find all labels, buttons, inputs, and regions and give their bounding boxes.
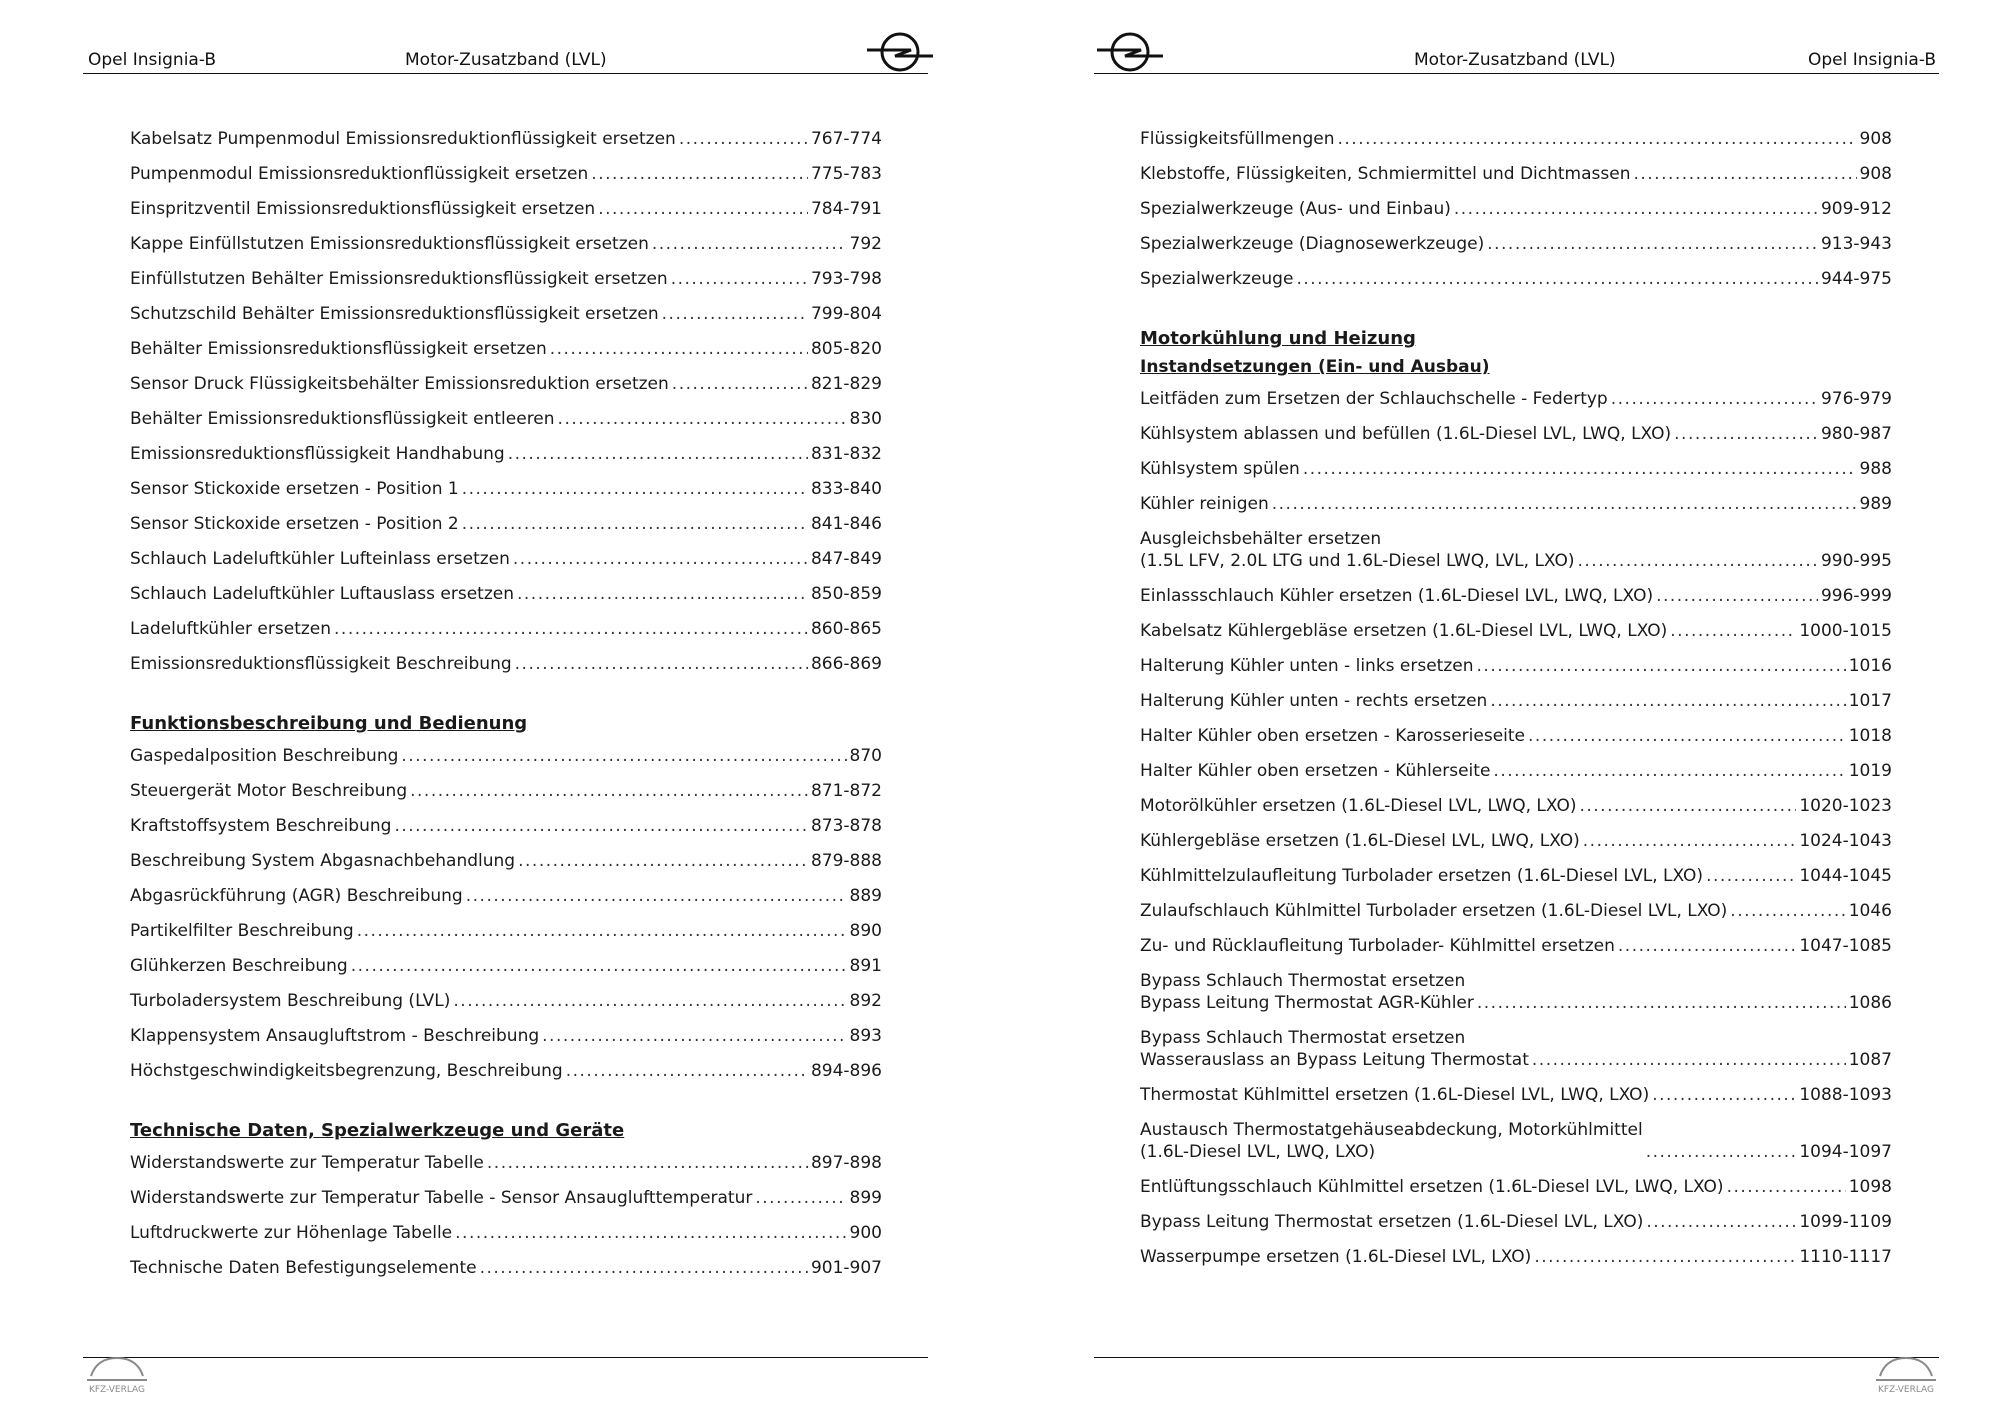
toc-entry-page: 976-979 bbox=[1820, 389, 1892, 409]
toc-entry[interactable] bbox=[130, 990, 882, 1012]
toc-entry[interactable] bbox=[1140, 163, 1892, 185]
toc-entry[interactable] bbox=[130, 513, 882, 535]
toc-entry[interactable] bbox=[130, 163, 882, 185]
dot-leader bbox=[1706, 865, 1796, 887]
toc-entry-title: Einfüllstutzen Behälter Emissionsreduktionsflüssigkeit ersetzen bbox=[130, 269, 668, 289]
header-vehicle: Opel Insignia-B bbox=[88, 50, 217, 70]
dot-leader bbox=[462, 478, 808, 500]
header-vehicle: Opel Insignia-B bbox=[1808, 50, 1937, 70]
toc-entry-page: 890 bbox=[849, 921, 882, 941]
toc-entry-title-line: (1.6L-Diesel LVL, LWQ, LXO) bbox=[1140, 1142, 1376, 1162]
toc-entry-page: 1047-1085 bbox=[1799, 936, 1892, 956]
toc-entry-title: Beschreibung System Abgasnachbehandlung bbox=[130, 851, 516, 871]
kfz-verlag-logo-icon bbox=[1872, 1350, 1940, 1398]
toc-entry-page: 775-783 bbox=[810, 164, 882, 184]
toc-entry[interactable] bbox=[1140, 388, 1892, 410]
dot-leader bbox=[672, 373, 808, 395]
toc-entry-title: Kraftstoffsystem Beschreibung bbox=[130, 816, 392, 836]
toc-entry-page: 944-975 bbox=[1820, 269, 1892, 289]
opel-logo-icon bbox=[1095, 28, 1165, 76]
toc-entry-page: 1088-1093 bbox=[1799, 1085, 1892, 1105]
toc-entry[interactable] bbox=[130, 920, 882, 942]
toc-entry-page: 893 bbox=[849, 1026, 882, 1046]
dot-leader bbox=[1730, 900, 1845, 922]
dot-leader bbox=[466, 885, 847, 907]
toc-entry-page: 899 bbox=[849, 1188, 882, 1208]
toc-entry[interactable] bbox=[1140, 458, 1892, 480]
header-rule bbox=[83, 73, 928, 74]
dot-leader bbox=[591, 163, 808, 185]
toc-entry[interactable] bbox=[130, 583, 882, 605]
toc-entry-page: 1086 bbox=[1848, 993, 1892, 1013]
dot-leader bbox=[487, 1152, 808, 1174]
svg-text:KFZ-VERLAG: KFZ-VERLAG bbox=[88, 1385, 146, 1395]
toc-entry-title bbox=[1140, 528, 1575, 572]
toc-entry[interactable] bbox=[130, 548, 882, 570]
toc-entry-page: 873-878 bbox=[810, 816, 882, 836]
toc-entry-page: 900 bbox=[849, 1223, 882, 1243]
dot-leader bbox=[453, 990, 846, 1012]
toc-entry-title: Halter Kühler oben ersetzen - Kühlerseite bbox=[1140, 761, 1491, 781]
toc-group bbox=[130, 745, 882, 1082]
toc-entry-title: Wasserpumpe ersetzen (1.6L-Diesel LVL, LXO) bbox=[1140, 1247, 1532, 1267]
toc-entry-title: Kühlsystem ablassen und befüllen (1.6L-Diesel LVL, LWQ, LXO) bbox=[1140, 424, 1672, 444]
toc-entry-page: 799-804 bbox=[810, 304, 882, 324]
toc-entry[interactable] bbox=[1140, 1084, 1892, 1106]
toc-entry-page: 908 bbox=[1859, 164, 1892, 184]
toc-entry-title: Entlüftungsschlauch Kühlmittel ersetzen (1.6L-Diesel LVL, LWQ, LXO) bbox=[1140, 1177, 1724, 1197]
toc-entry-page: 1017 bbox=[1848, 691, 1892, 711]
toc-entry-page: 889 bbox=[849, 886, 882, 906]
toc-entry-title: Partikelfilter Beschreibung bbox=[130, 921, 354, 941]
toc-entry[interactable] bbox=[130, 1257, 882, 1279]
toc-entry[interactable] bbox=[1140, 128, 1892, 150]
dot-leader bbox=[351, 955, 847, 977]
toc-entry-page: 841-846 bbox=[810, 514, 882, 534]
toc-entry[interactable] bbox=[1140, 493, 1892, 515]
dot-leader bbox=[1646, 1211, 1796, 1233]
toc-entry-title: Steuergerät Motor Beschreibung bbox=[130, 781, 408, 801]
toc-entry[interactable] bbox=[1140, 900, 1892, 922]
subsection-heading: Instandsetzungen (Ein- und Ausbau) bbox=[1140, 357, 1490, 377]
toc-entry-page: 990-995 bbox=[1820, 551, 1892, 571]
toc-entry-title: Einlassschlauch Kühler ersetzen (1.6L-Diesel LVL, LWQ, LXO) bbox=[1140, 586, 1654, 606]
toc-entry-title: Kappe Einfüllstutzen Emissionsreduktionsflüssigkeit ersetzen bbox=[130, 234, 649, 254]
dot-leader bbox=[462, 513, 808, 535]
toc-entry-page: 1000-1015 bbox=[1799, 621, 1892, 641]
toc-entry-page: 1087 bbox=[1848, 1050, 1892, 1070]
dot-leader bbox=[410, 780, 808, 802]
toc-entry[interactable] bbox=[130, 1222, 882, 1244]
dot-leader bbox=[1611, 388, 1818, 410]
toc-entry[interactable] bbox=[130, 373, 882, 395]
toc-entry-title: Kühlsystem spülen bbox=[1140, 459, 1300, 479]
toc-entry-title-line: Austausch Thermostatgehäuseabdeckung, Motorkühlmittel bbox=[1140, 1120, 1643, 1140]
toc-entry-page: 821-829 bbox=[810, 374, 882, 394]
toc-entry-title bbox=[1140, 1027, 1529, 1071]
toc-entry[interactable] bbox=[130, 443, 882, 465]
toc-entry[interactable] bbox=[130, 303, 882, 325]
toc-entry-page: 793-798 bbox=[810, 269, 882, 289]
header-title: Motor-Zusatzband (LVL) bbox=[1414, 50, 1616, 70]
toc-entry[interactable] bbox=[130, 1025, 882, 1047]
toc-entry-page: 1024-1043 bbox=[1799, 831, 1892, 851]
toc-entry[interactable] bbox=[1140, 865, 1892, 887]
toc-entry-page: 1099-1109 bbox=[1799, 1212, 1892, 1232]
toc-entry-title: Emissionsreduktionsflüssigkeit Handhabung bbox=[130, 444, 505, 464]
toc-entry-title-line: Ausgleichsbehälter ersetzen bbox=[1140, 529, 1382, 549]
toc-entry-page: 989 bbox=[1859, 494, 1892, 514]
dot-leader bbox=[566, 1060, 808, 1082]
toc-entry-title: Sensor Stickoxide ersetzen - Position 1 bbox=[130, 479, 459, 499]
toc-right bbox=[1140, 128, 1892, 1281]
toc-entry[interactable] bbox=[1140, 268, 1892, 290]
footer-rule bbox=[1094, 1357, 1939, 1358]
toc-entry-page: 996-999 bbox=[1820, 586, 1892, 606]
footer-rule bbox=[83, 1357, 928, 1358]
toc-entry-page: 1110-1117 bbox=[1799, 1247, 1892, 1267]
toc-group bbox=[130, 128, 882, 675]
toc-entry[interactable] bbox=[130, 128, 882, 150]
dot-leader bbox=[515, 653, 808, 675]
toc-entry-page: 1020-1023 bbox=[1799, 796, 1892, 816]
toc-entry[interactable] bbox=[1140, 585, 1892, 607]
toc-entry[interactable] bbox=[1140, 423, 1892, 445]
toc-entry-page: 879-888 bbox=[810, 851, 882, 871]
dot-leader bbox=[755, 1187, 846, 1209]
toc-entry-page: 1094-1097 bbox=[1799, 1142, 1892, 1162]
toc-entry-title: Glühkerzen Beschreibung bbox=[130, 956, 348, 976]
toc-entry-page: 894-896 bbox=[810, 1061, 882, 1081]
toc-entry-page: 909-912 bbox=[1820, 199, 1892, 219]
toc-entry-title: Pumpenmodul Emissionsreduktionflüssigkeit ersetzen bbox=[130, 164, 589, 184]
dot-leader bbox=[1633, 163, 1856, 185]
toc-entry[interactable] bbox=[130, 408, 882, 430]
toc-entry-title: Klebstoffe, Flüssigkeiten, Schmiermittel und Dichtmassen bbox=[1140, 164, 1631, 184]
dot-leader bbox=[1528, 725, 1846, 747]
dot-leader bbox=[513, 548, 808, 570]
dot-leader bbox=[1532, 1049, 1846, 1071]
toc-entry-title: Flüssigkeitsfüllmengen bbox=[1140, 129, 1335, 149]
toc-entry-title: Zu- und Rücklaufleitung Turbolader- Kühlmittel ersetzen bbox=[1140, 936, 1615, 956]
dot-leader bbox=[652, 233, 847, 255]
toc-entry-title: Thermostat Kühlmittel ersetzen (1.6L-Diesel LVL, LWQ, LXO) bbox=[1140, 1085, 1650, 1105]
toc-entry-page: 901-907 bbox=[810, 1258, 882, 1278]
dot-leader bbox=[1490, 690, 1845, 712]
toc-entry[interactable] bbox=[1140, 655, 1892, 677]
toc-group bbox=[130, 1152, 882, 1279]
toc-group bbox=[1140, 388, 1892, 1268]
toc-entry-page: 897-898 bbox=[810, 1153, 882, 1173]
dot-leader bbox=[1487, 233, 1818, 255]
toc-entry-title: Kühlmittelzulaufleitung Turbolader ersetzen (1.6L-Diesel LVL, LXO) bbox=[1140, 866, 1704, 886]
section-heading: Funktionsbeschreibung und Bedienung bbox=[130, 713, 528, 734]
dot-leader bbox=[1652, 1084, 1796, 1106]
toc-entry-title: Zulaufschlauch Kühlmittel Turbolader ersetzen (1.6L-Diesel LVL, LXO) bbox=[1140, 901, 1728, 921]
toc-entry-page: 988 bbox=[1859, 459, 1892, 479]
dot-leader bbox=[401, 745, 846, 767]
dot-leader bbox=[679, 128, 808, 150]
toc-entry[interactable] bbox=[130, 1060, 882, 1082]
toc-entry-title: Spezialwerkzeuge (Aus- und Einbau) bbox=[1140, 199, 1451, 219]
toc-entry[interactable] bbox=[1140, 760, 1892, 782]
toc-entry[interactable] bbox=[1140, 1027, 1892, 1071]
toc-entry-title: Kühler reinigen bbox=[1140, 494, 1269, 514]
toc-entry-page: 792 bbox=[849, 234, 882, 254]
toc-entry-title bbox=[1140, 970, 1474, 1014]
dot-leader bbox=[1337, 128, 1856, 150]
toc-entry-title: Halter Kühler oben ersetzen - Karosserieseite bbox=[1140, 726, 1526, 746]
toc-entry-title bbox=[1140, 1119, 1643, 1163]
toc-entry-title: Sensor Druck Flüssigkeitsbehälter Emissionsreduktion ersetzen bbox=[130, 374, 669, 394]
toc-entry-page: 831-832 bbox=[810, 444, 882, 464]
toc-entry-page: 847-849 bbox=[810, 549, 882, 569]
dot-leader bbox=[455, 1222, 846, 1244]
dot-leader bbox=[662, 303, 808, 325]
toc-entry[interactable] bbox=[1140, 970, 1892, 1014]
dot-leader bbox=[542, 1025, 846, 1047]
toc-entry[interactable] bbox=[130, 815, 882, 837]
toc-entry-page: 1098 bbox=[1848, 1177, 1892, 1197]
toc-entry-title: Schlauch Ladeluftkühler Luftauslass ersetzen bbox=[130, 584, 514, 604]
dot-leader bbox=[1296, 268, 1818, 290]
dot-leader bbox=[1493, 760, 1845, 782]
kfz-verlag-logo-icon bbox=[83, 1350, 151, 1398]
dot-leader bbox=[1646, 1141, 1797, 1163]
toc-entry-title: Widerstandswerte zur Temperatur Tabelle - Sensor Ansauglufttemperatur bbox=[130, 1188, 753, 1208]
dot-leader bbox=[394, 815, 808, 837]
toc-entry-title: Einspritzventil Emissionsreduktionsflüssigkeit ersetzen bbox=[130, 199, 596, 219]
dot-leader bbox=[1656, 585, 1818, 607]
dot-leader bbox=[550, 338, 808, 360]
dot-leader bbox=[671, 268, 808, 290]
toc-entry[interactable] bbox=[130, 233, 882, 255]
toc-entry-title: Motorölkühler ersetzen (1.6L-Diesel LVL, LWQ, LXO) bbox=[1140, 796, 1577, 816]
toc-entry-title-line: Bypass Leitung Thermostat AGR-Kühler bbox=[1140, 993, 1474, 1013]
toc-entry-page: 1018 bbox=[1848, 726, 1892, 746]
toc-entry[interactable] bbox=[1140, 198, 1892, 220]
toc-entry-page: 891 bbox=[849, 956, 882, 976]
toc-group bbox=[1140, 128, 1892, 290]
toc-entry-page: 1044-1045 bbox=[1799, 866, 1892, 886]
toc-entry-title: Spezialwerkzeuge (Diagnosewerkzeuge) bbox=[1140, 234, 1485, 254]
toc-entry-title: Emissionsreduktionsflüssigkeit Beschreibung bbox=[130, 654, 512, 674]
toc-entry-title: Klappensystem Ansaugluftstrom - Beschreibung bbox=[130, 1026, 540, 1046]
dot-leader bbox=[1670, 620, 1796, 642]
dot-leader bbox=[1618, 935, 1796, 957]
toc-entry-page: 784-791 bbox=[810, 199, 882, 219]
dot-leader bbox=[357, 920, 847, 942]
toc-entry-page: 833-840 bbox=[810, 479, 882, 499]
svg-text:KFZ-VERLAG: KFZ-VERLAG bbox=[1877, 1385, 1935, 1395]
toc-entry-page: 1016 bbox=[1848, 656, 1892, 676]
toc-entry-page: 1046 bbox=[1848, 901, 1892, 921]
dot-leader bbox=[1674, 423, 1818, 445]
dot-leader bbox=[558, 408, 847, 430]
toc-entry-title: Widerstandswerte zur Temperatur Tabelle bbox=[130, 1153, 484, 1173]
toc-entry-title-line: Wasserauslass an Bypass Leitung Thermostat bbox=[1140, 1050, 1529, 1070]
toc-entry-title: Kabelsatz Kühlergebläse ersetzen (1.6L-Diesel LVL, LWQ, LXO) bbox=[1140, 621, 1668, 641]
toc-entry[interactable] bbox=[1140, 795, 1892, 817]
toc-entry[interactable] bbox=[130, 850, 882, 872]
toc-entry[interactable] bbox=[130, 745, 882, 767]
toc-entry-page: 805-820 bbox=[810, 339, 882, 359]
header-rule bbox=[1094, 73, 1939, 74]
dot-leader bbox=[598, 198, 808, 220]
right-page bbox=[1000, 0, 2000, 1413]
toc-entry[interactable] bbox=[130, 653, 882, 675]
toc-entry[interactable] bbox=[130, 1187, 882, 1209]
toc-entry[interactable] bbox=[1140, 935, 1892, 957]
toc-entry-title: Halterung Kühler unten - rechts ersetzen bbox=[1140, 691, 1488, 711]
toc-entry-page: 870 bbox=[849, 746, 882, 766]
dot-leader bbox=[1534, 1246, 1796, 1268]
toc-entry-title-line: Bypass Schlauch Thermostat ersetzen bbox=[1140, 1028, 1466, 1048]
dot-leader bbox=[1579, 795, 1796, 817]
toc-entry-title: Luftdruckwerte zur Höhenlage Tabelle bbox=[130, 1223, 453, 1243]
toc-entry[interactable] bbox=[1140, 1176, 1892, 1198]
toc-entry-title: Behälter Emissionsreduktionsflüssigkeit entleeren bbox=[130, 409, 555, 429]
opel-logo-icon bbox=[865, 28, 935, 76]
toc-entry[interactable] bbox=[1140, 620, 1892, 642]
toc-entry-title: Kabelsatz Pumpenmodul Emissionsreduktionflüssigkeit ersetzen bbox=[130, 129, 676, 149]
toc-entry[interactable] bbox=[130, 1152, 882, 1174]
toc-entry[interactable] bbox=[1140, 690, 1892, 712]
dot-leader bbox=[1477, 992, 1846, 1014]
toc-entry[interactable] bbox=[1140, 1119, 1892, 1163]
dot-leader bbox=[517, 583, 808, 605]
toc-left bbox=[130, 128, 882, 1292]
dot-leader bbox=[1303, 458, 1857, 480]
toc-entry-title: Sensor Stickoxide ersetzen - Position 2 bbox=[130, 514, 459, 534]
toc-entry[interactable] bbox=[1140, 830, 1892, 852]
toc-entry-page: 850-859 bbox=[810, 584, 882, 604]
toc-entry-page: 866-869 bbox=[810, 654, 882, 674]
toc-entry[interactable] bbox=[130, 618, 882, 640]
toc-entry[interactable] bbox=[1140, 1211, 1892, 1233]
toc-entry-title: Behälter Emissionsreduktionsflüssigkeit ersetzen bbox=[130, 339, 547, 359]
toc-entry-title-line: (1.5L LFV, 2.0L LTG und 1.6L-Diesel LWQ, LVL, LXO) bbox=[1140, 551, 1575, 571]
toc-entry-title: Technische Daten Befestigungselemente bbox=[130, 1258, 477, 1278]
toc-entry[interactable] bbox=[1140, 233, 1892, 255]
toc-entry-page: 892 bbox=[849, 991, 882, 1011]
toc-entry-title: Leitfäden zum Ersetzen der Schlauchschelle - Federtyp bbox=[1140, 389, 1608, 409]
toc-entry[interactable] bbox=[130, 955, 882, 977]
toc-entry[interactable] bbox=[130, 198, 882, 220]
toc-entry[interactable] bbox=[130, 885, 882, 907]
dot-leader bbox=[1272, 493, 1857, 515]
toc-entry-title: Höchstgeschwindigkeitsbegrenzung, Beschreibung bbox=[130, 1061, 563, 1081]
toc-entry-title: Turboladersystem Beschreibung (LVL) bbox=[130, 991, 451, 1011]
header-title: Motor-Zusatzband (LVL) bbox=[405, 50, 607, 70]
toc-entry-title: Gaspedalposition Beschreibung bbox=[130, 746, 399, 766]
toc-entry-page: 908 bbox=[1859, 129, 1892, 149]
dot-leader bbox=[1727, 1176, 1846, 1198]
toc-entry[interactable] bbox=[130, 780, 882, 802]
dot-leader bbox=[334, 618, 808, 640]
toc-entry-page: 830 bbox=[849, 409, 882, 429]
toc-entry-title: Schlauch Ladeluftkühler Lufteinlass ersetzen bbox=[130, 549, 510, 569]
toc-entry-title: Spezialwerkzeuge bbox=[1140, 269, 1294, 289]
toc-entry[interactable] bbox=[1140, 725, 1892, 747]
toc-entry-title-line: Bypass Schlauch Thermostat ersetzen bbox=[1140, 971, 1466, 991]
toc-entry[interactable] bbox=[1140, 528, 1892, 572]
toc-entry-page: 767-774 bbox=[810, 129, 882, 149]
dot-leader bbox=[1578, 550, 1818, 572]
toc-entry-page: 980-987 bbox=[1820, 424, 1892, 444]
section-heading: Motorkühlung und Heizung bbox=[1140, 328, 1416, 349]
toc-entry[interactable] bbox=[130, 338, 882, 360]
dot-leader bbox=[518, 850, 808, 872]
dot-leader bbox=[1477, 655, 1846, 677]
toc-entry[interactable] bbox=[130, 478, 882, 500]
toc-entry-title: Ladeluftkühler ersetzen bbox=[130, 619, 332, 639]
toc-entry-page: 871-872 bbox=[810, 781, 882, 801]
dot-leader bbox=[508, 443, 808, 465]
toc-entry-page: 1019 bbox=[1848, 761, 1892, 781]
section-heading: Technische Daten, Spezialwerkzeuge und Geräte bbox=[130, 1120, 625, 1141]
dot-leader bbox=[480, 1257, 808, 1279]
toc-entry[interactable] bbox=[1140, 1246, 1892, 1268]
toc-entry-title: Halterung Kühler unten - links ersetzen bbox=[1140, 656, 1474, 676]
toc-entry-title: Schutzschild Behälter Emissionsreduktionsflüssigkeit ersetzen bbox=[130, 304, 659, 324]
dot-leader bbox=[1583, 830, 1797, 852]
toc-entry-page: 913-943 bbox=[1820, 234, 1892, 254]
toc-entry-title: Kühlergebläse ersetzen (1.6L-Diesel LVL, LWQ, LXO) bbox=[1140, 831, 1580, 851]
toc-entry-title: Abgasrückführung (AGR) Beschreibung bbox=[130, 886, 463, 906]
toc-entry-page: 860-865 bbox=[810, 619, 882, 639]
toc-entry-title: Bypass Leitung Thermostat ersetzen (1.6L-Diesel LVL, LXO) bbox=[1140, 1212, 1644, 1232]
dot-leader bbox=[1454, 198, 1818, 220]
toc-entry[interactable] bbox=[130, 268, 882, 290]
